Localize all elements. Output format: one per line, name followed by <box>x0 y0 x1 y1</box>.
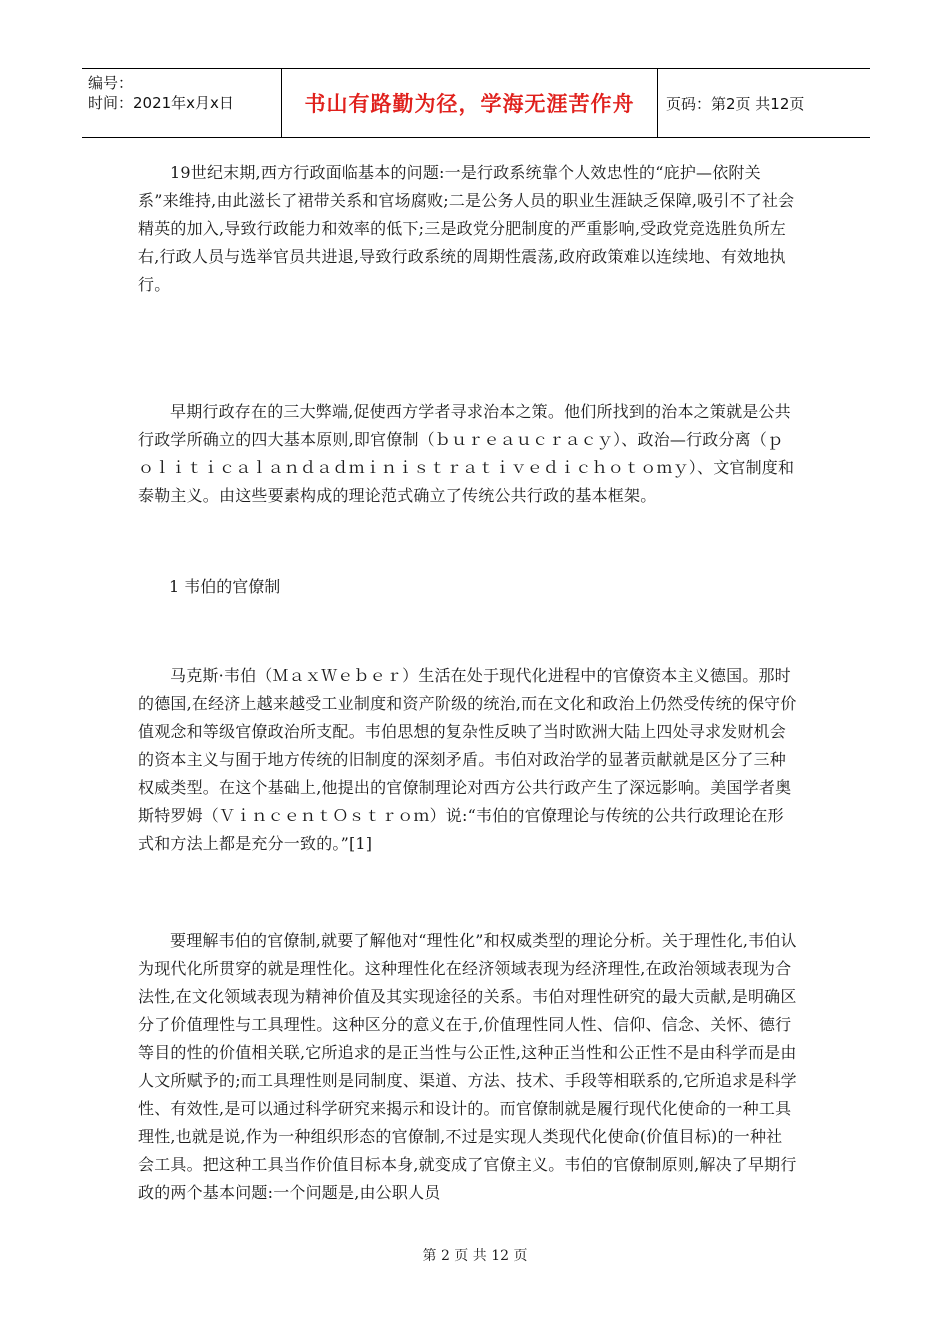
paragraph-2: 早期行政存在的三大弊端,促使西方学者寻求治本之策。他们所找到的治本之策就是公共行政学所确立的四大基本原则,即官僚制（ｂｕｒｅａｕｃｒａｃｙ）、政治—行政分离（ｐｏｌｉｔｉｃａｌａｎｄａｄｍｉｎｉｓｔｒａｔｉｖｅｄｉｃｈｏｔｏｍｙ）、文官制度和泰勒主义。由这些要素构成的理论范式确立了传统公共行政的基本框架。 <box>138 402 795 505</box>
document-number-label: 编号： <box>88 74 134 92</box>
header-motto: 书山有路勤为径，学海无涯苦作舟 <box>304 92 635 116</box>
section-heading: 1 韦伯的官僚制 <box>169 577 281 596</box>
paragraph-3: 马克斯·韦伯（ＭａｘＷｅｂｅｒ）生活在处于现代化进程中的官僚资本主义德国。那时的德国,在经济上越来越受工业制度和资产阶级的统治,而在文化和政治上仍然受传统的保守价值观念和等级官僚政治所支配。韦伯思想的复杂性反映了当时欧洲大陆上四处寻求发财机会的资本主义与囿于地方传统的旧制度的深刻矛盾。韦伯对政治学的显著贡献就是区分了三种权威类型。在这个基础上,他提出的官僚制理论对西方公共行政产生了深远影响。美国学者奥斯特罗姆（ＶｉｎｃｅｎｔＯｓｔｒｏｍ）说:“韦伯的官僚理论与传统的公共行政理论在形式和方法上都是充分一致的。”[1] <box>138 666 797 853</box>
document-time-label: 时间：2021年x月x日 <box>88 94 234 112</box>
page-footer: 第 2 页 共 12 页 <box>422 1248 528 1264</box>
page-info-text: 页码：第2页 共12页 <box>666 94 805 113</box>
header-page-info <box>658 69 870 137</box>
header-motto-cell <box>282 69 658 137</box>
paragraph-4: 要理解韦伯的官僚制,就要了解他对“理性化”和权威类型的理论分析。关于理性化,韦伯认为现代化所贯穿的就是理性化。这种理性化在经济领域表现为经济理性,在政治领域表现为合法性,在文化领域表现为精神价值及其实现途径的关系。韦伯对理性研究的最大贡献,是明确区分了价值理性与工具理性。这种区分的意义在于,价值理性同人性、信仰、信念、关怀、德行等目的性的价值相关联,它所追求的是正当性与公正性,这种正当性和公正性不是由科学而是由人文所赋予的;而工具理性则是同制度、渠道、方法、技术、手段等相联系的,它所追求是科学性、有效性,是可以通过科学研究来揭示和设计的。而官僚制就是履行现代化使命的一种工具理性,也就是说,作为一种组织形态的官僚制,不过是实现人类现代化使命(价值目标)的一种社会工具。把这种工具当作价值目标本身,就变成了官僚主义。韦伯的官僚制原则,解决了早期行政的两个基本问题:一个问题是,由公职人员 <box>138 931 797 1202</box>
page-header <box>82 68 870 138</box>
header-meta <box>82 69 282 137</box>
paragraph-1: 19世纪末期,西方行政面临基本的问题:一是行政系统靠个人效忠性的“庇护—依附关系”来维持,由此滋长了裙带关系和官场腐败;二是公务人员的职业生涯缺乏保障,吸引不了社会精英的加入,导致行政能力和效率的低下;三是政党分肥制度的严重影响,受政党竞选胜负所左右,行政人员与选举官员共进退,导致行政系统的周期性震荡,政府政策难以连续地、有效地执行。 <box>138 163 795 294</box>
